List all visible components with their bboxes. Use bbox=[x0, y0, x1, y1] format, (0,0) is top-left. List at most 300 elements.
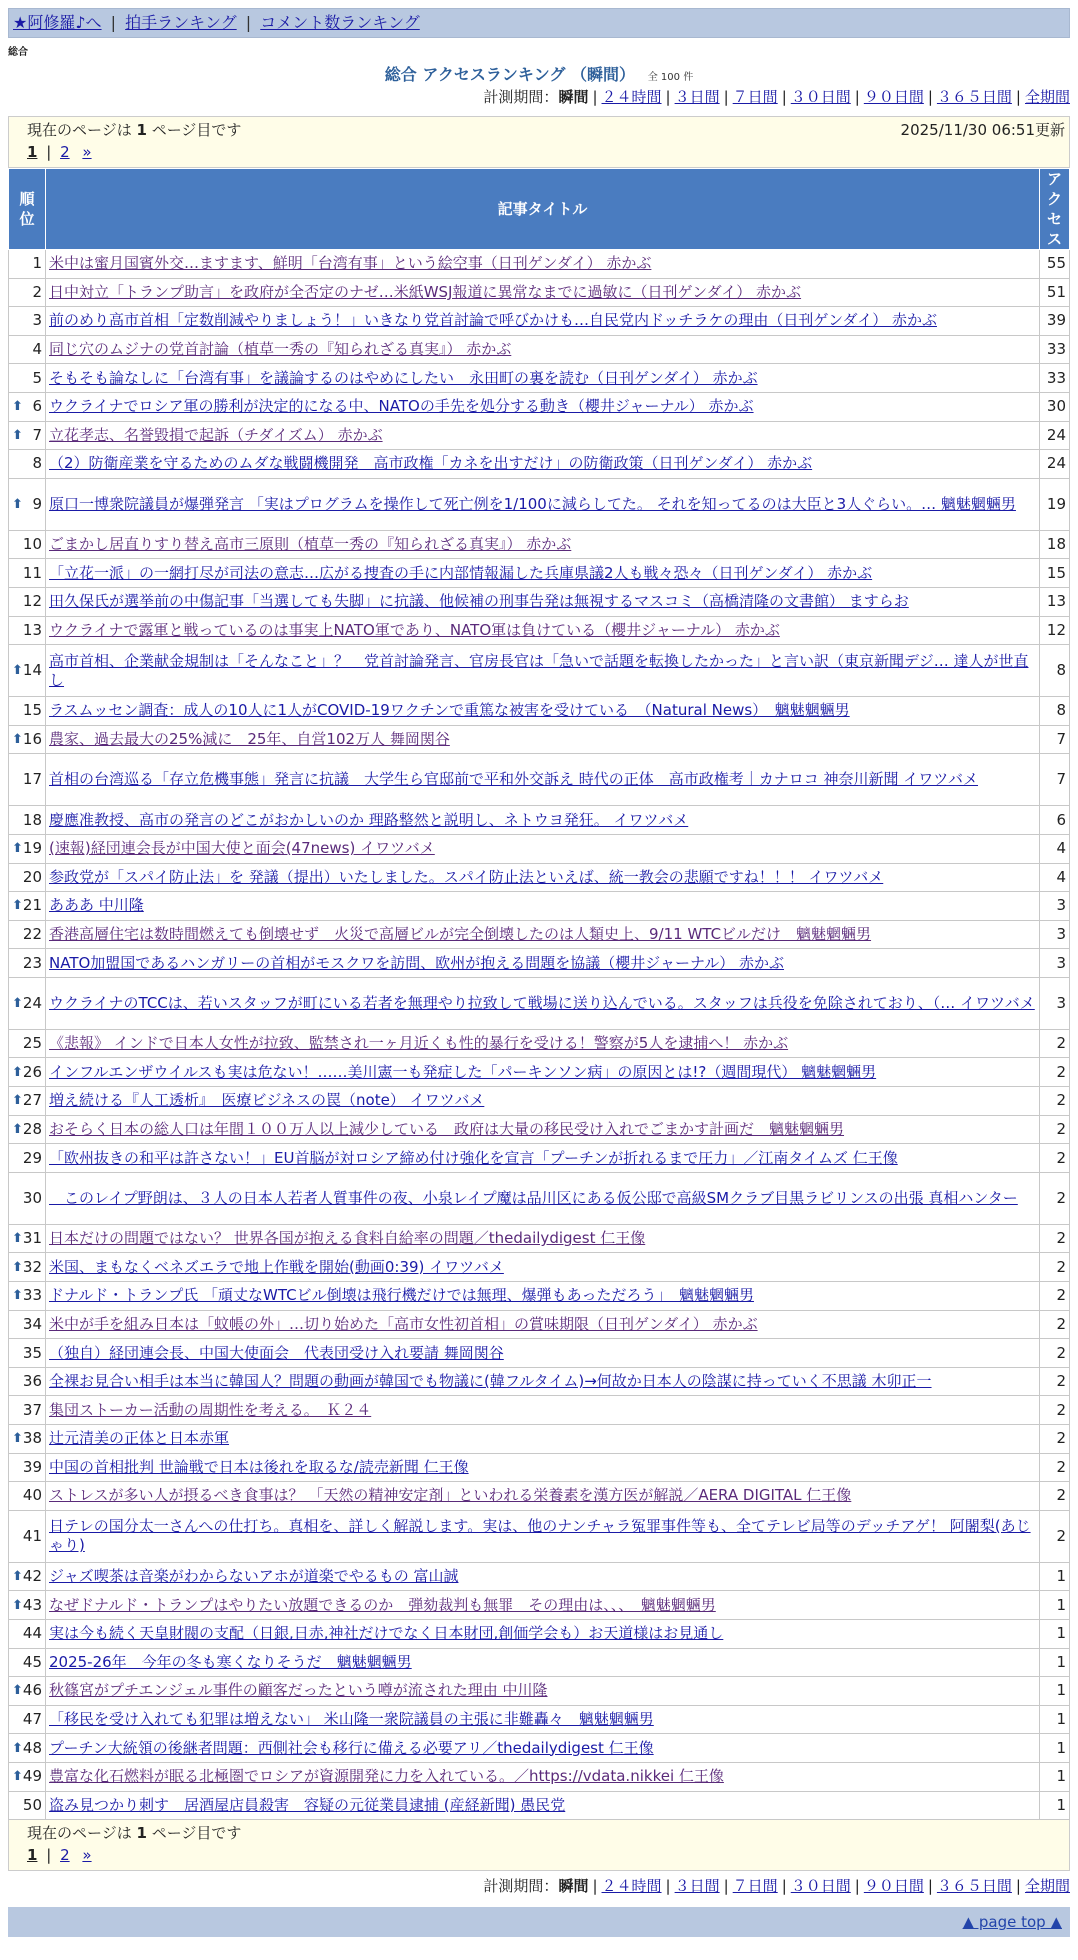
title-cell bbox=[46, 977, 1040, 1029]
title-cell bbox=[46, 949, 1040, 978]
title-cell bbox=[46, 806, 1040, 835]
rank-number: 2 bbox=[32, 282, 42, 301]
access-count: 6 bbox=[1040, 806, 1070, 835]
period-link[interactable]: ３日間 bbox=[674, 1877, 720, 1896]
rank-number: 43 bbox=[22, 1595, 42, 1614]
article-link[interactable]: このレイプ野朗は、３人の日本人若者人質事件の夜、小泉レイプ魔は品川区にある仮公邸で高級SMクラブ目黒ラビリンスの出張 真相ハンター bbox=[49, 1188, 1018, 1207]
article-link[interactable]: ドナルド・トランプ氏 「頑丈なWTCビル倒壊は飛行機だけでは無理、爆弾もあっただろう」 魑魅魍魎男 bbox=[49, 1286, 754, 1305]
home-link[interactable]: ★阿修羅♪へ bbox=[13, 13, 102, 32]
up-arrow-icon: ⬆ bbox=[12, 1259, 23, 1275]
article-link[interactable]: ウクライナでロシア軍の勝利が決定的になる中、NATOの手先を処分する動き（櫻井ジャーナル） 赤かぶ bbox=[49, 397, 754, 416]
access-count: 2 bbox=[1040, 1425, 1070, 1454]
page-link-current[interactable]: 1 bbox=[27, 143, 38, 161]
article-link[interactable]: あああ 中川隆 bbox=[49, 896, 144, 915]
title-cell bbox=[46, 1619, 1040, 1648]
article-link[interactable]: 「移民を受け入れても犯罪は増えない」 米山隆一衆院議員の主張に非難轟々 魑魅魍魎男 bbox=[49, 1710, 654, 1729]
rank-cell bbox=[9, 392, 46, 421]
rank-cell bbox=[9, 1648, 46, 1677]
title-cell bbox=[46, 1172, 1040, 1224]
access-count: 15 bbox=[1040, 559, 1070, 588]
table-row bbox=[9, 1648, 1070, 1677]
title-cell bbox=[46, 725, 1040, 754]
title-cell bbox=[46, 645, 1040, 697]
period-separator: | bbox=[781, 88, 787, 106]
rank-number: 8 bbox=[32, 454, 42, 473]
article-link[interactable]: 辻元清美の正体と日本赤軍 bbox=[49, 1429, 230, 1448]
rank-cell bbox=[9, 1224, 46, 1253]
article-link[interactable]: 日中対立「トランプ助言」を政府が全否定のナゼ…米紙WSJ報道に異常なまでに過敏に（日刊ゲンダイ） 赤かぶ bbox=[49, 282, 802, 301]
period-current: 瞬間 bbox=[558, 1877, 589, 1896]
table-row bbox=[9, 645, 1070, 697]
rank-number: 24 bbox=[22, 993, 42, 1012]
period-link[interactable]: ３６５日間 bbox=[936, 88, 1012, 106]
updated-time: 2025/11/30 06:51更新 bbox=[900, 121, 1065, 139]
table-row bbox=[9, 1396, 1070, 1425]
rank-number: 22 bbox=[22, 924, 42, 943]
access-count: 1 bbox=[1040, 1562, 1070, 1591]
ranking-box-bottom bbox=[8, 1820, 1070, 1871]
rank-cell bbox=[9, 335, 46, 364]
rank-number: 27 bbox=[22, 1091, 42, 1110]
up-arrow-icon: ⬆ bbox=[12, 1769, 23, 1785]
up-arrow-icon: ⬆ bbox=[12, 1231, 23, 1247]
table-row bbox=[9, 1677, 1070, 1706]
page-link-2[interactable]: 2 bbox=[60, 1846, 70, 1865]
rank-cell bbox=[9, 1172, 46, 1224]
access-count: 4 bbox=[1040, 834, 1070, 863]
article-link[interactable]: 豊富な化石燃料が眠る北極圏でロシアが資源開発に力を入れている。／https://vdata.nikkei 仁王像 bbox=[49, 1767, 724, 1786]
title-cell bbox=[46, 754, 1040, 806]
title-cell bbox=[46, 1144, 1040, 1173]
page-link-current[interactable]: 1 bbox=[27, 1846, 38, 1865]
rank-number: 13 bbox=[22, 620, 42, 639]
article-link[interactable]: ウクライナのTCCは、若いスタッフが町にいる若者を無理やり拉致して戦場に送り込んでいる。スタッフは兵役を免除されており、（… イワツバメ bbox=[49, 993, 1035, 1012]
table-row bbox=[9, 392, 1070, 421]
table-row bbox=[9, 1482, 1070, 1511]
access-count: 1 bbox=[1040, 1648, 1070, 1677]
rank-number: 41 bbox=[22, 1526, 42, 1545]
article-link[interactable]: 農家、過去最大の25%減に 25年、自営102万人 舞岡関谷 bbox=[49, 730, 450, 749]
article-link[interactable]: ラスムッセン調査：成人の10人に1人がCOVID-19ワクチンで重篤な被害を受けている （Natural News） 魑魅魍魎男 bbox=[49, 701, 850, 720]
rank-cell bbox=[9, 754, 46, 806]
title-cell bbox=[46, 1339, 1040, 1368]
access-count: 2 bbox=[1040, 1396, 1070, 1425]
rank-number: 16 bbox=[22, 730, 42, 749]
period-link[interactable]: ２４時間 bbox=[601, 88, 662, 106]
access-count: 2 bbox=[1040, 1172, 1070, 1224]
title-cell bbox=[46, 1282, 1040, 1311]
up-arrow-icon: ⬆ bbox=[12, 1683, 23, 1699]
article-link[interactable]: (速報)経団連会長が中国大使と面会(47news) イワツバメ bbox=[49, 839, 435, 858]
period-link[interactable]: ９０日間 bbox=[863, 1877, 924, 1896]
rank-number: 39 bbox=[22, 1457, 42, 1476]
table-row bbox=[9, 1144, 1070, 1173]
pager-top bbox=[27, 141, 1065, 163]
article-link[interactable]: 米国、まもなくベネズエラで地上作戦を開始(動画0:39) イワツバメ bbox=[49, 1257, 504, 1276]
article-link[interactable]: 立花孝志、名誉毀損で起訴（チダイズム） 赤かぶ bbox=[49, 425, 383, 444]
access-count: 2 bbox=[1040, 1115, 1070, 1144]
article-link[interactable]: 慶應准教授、高市の発言のどこがおかしいのか 理路整然と説明し、ネトウヨ発狂。 イワツバメ bbox=[49, 810, 689, 829]
access-count: 2 bbox=[1040, 1087, 1070, 1116]
table-header-row bbox=[9, 169, 1070, 250]
article-link[interactable]: 高市首相、企業献金規制は「そんなこと」？ 党首討論発言、官房長官は「急いで話題を転換したかった」と言い訳（東京新聞デジ… 達人が世直し bbox=[49, 651, 1029, 689]
access-count: 1 bbox=[1040, 1619, 1070, 1648]
article-link[interactable]: そもそも論なしに「台湾有事」を議論するのはやめにしたい 永田町の裏を読む（日刊ゲンダイ） 赤かぶ bbox=[49, 368, 758, 387]
page-title: 総合 アクセスランキング （瞬間） bbox=[384, 65, 635, 84]
table-row bbox=[9, 1087, 1070, 1116]
total-count: 全 100 件 bbox=[647, 72, 694, 83]
rank-number: 10 bbox=[22, 535, 42, 554]
header-access: アクセス bbox=[1040, 169, 1070, 250]
rank-cell bbox=[9, 587, 46, 616]
footer-bar bbox=[8, 1907, 1070, 1937]
rank-cell bbox=[9, 1339, 46, 1368]
page-link-next[interactable]: » bbox=[82, 1846, 92, 1865]
rank-cell bbox=[9, 364, 46, 393]
access-count: 39 bbox=[1040, 307, 1070, 336]
article-link[interactable]: プーチン大統領の後継者問題：西側社会も移行に備える必要アリ／thedailydigest 仁王像 bbox=[49, 1738, 654, 1757]
table-row bbox=[9, 1791, 1070, 1820]
article-link[interactable]: ジャズ喫茶は音楽がわからないアホが道楽でやるもの 富山誠 bbox=[49, 1567, 459, 1586]
nav-separator: | bbox=[110, 13, 117, 32]
clap-ranking-link[interactable]: 拍手ランキング bbox=[125, 13, 237, 32]
title-cell bbox=[46, 450, 1040, 479]
ranking-box bbox=[8, 116, 1070, 168]
title-cell bbox=[46, 1705, 1040, 1734]
article-link[interactable]: 参政党が「スパイ防止法」を 発議（提出）いたしました。スパイ防止法といえば、統一教会の悲願ですね！！！ イワツバメ bbox=[49, 867, 884, 886]
period-separator: | bbox=[1015, 1877, 1021, 1896]
rank-number: 50 bbox=[22, 1795, 42, 1814]
header-title: 記事タイトル bbox=[46, 169, 1040, 250]
title-cell bbox=[46, 920, 1040, 949]
period-link[interactable]: ９０日間 bbox=[863, 88, 924, 106]
rank-number: 11 bbox=[22, 563, 42, 582]
table-row bbox=[9, 421, 1070, 450]
table-row bbox=[9, 834, 1070, 863]
title-cell bbox=[46, 1791, 1040, 1820]
title-cell bbox=[46, 335, 1040, 364]
article-link[interactable]: 米中は蜜月国賓外交…ますます、鮮明「台湾有事」という絵空事（日刊ゲンダイ） 赤かぶ bbox=[49, 254, 652, 273]
rank-number: 25 bbox=[22, 1034, 42, 1053]
page-info bbox=[27, 119, 1065, 141]
article-link[interactable]: 2025-26年 今年の冬も寒くなりそうだ 魑魅魍魎男 bbox=[49, 1652, 412, 1671]
rank-number: 12 bbox=[22, 592, 42, 611]
article-link[interactable]: インフルエンザウイルスも実は危ない！……美川憲一も発症した「パーキンソン病」の原因とは!?（週間現代） 魑魅魍魎男 bbox=[49, 1062, 877, 1081]
period-link[interactable]: ３日間 bbox=[674, 88, 720, 106]
rank-number: 37 bbox=[22, 1400, 42, 1419]
article-link[interactable]: おそらく日本の総人口は年間１００万人以上減少している 政府は大量の移民受け入れでごまかす計画だ 魑魅魍魎男 bbox=[49, 1119, 845, 1138]
rank-cell bbox=[9, 977, 46, 1029]
rank-cell bbox=[9, 278, 46, 307]
title-cell bbox=[46, 1310, 1040, 1339]
rank-number: 17 bbox=[22, 770, 42, 789]
table-row bbox=[9, 1224, 1070, 1253]
period-label: 計測期間： bbox=[483, 1877, 559, 1896]
table-row bbox=[9, 335, 1070, 364]
article-link[interactable]: なぜドナルド・トランプはやりたい放題できるのか 弾劾裁判も無罪 その理由は、、、 魑魅魍魎男 bbox=[49, 1595, 716, 1614]
article-link[interactable]: ストレスが多い人が摂るべき食事は？ 「天然の精神安定剤」といわれる栄養素を漢方医が解説／AERA DIGITAL 仁王像 bbox=[49, 1486, 852, 1505]
article-link[interactable]: NATO加盟国であるハンガリーの首相がモスクワを訪問、欧州が抱える問題を協議（櫻井ジャーナル） 赤かぶ bbox=[49, 953, 785, 972]
up-arrow-icon: ⬆ bbox=[12, 663, 23, 679]
period-separator: | bbox=[592, 88, 598, 106]
rank-number: 14 bbox=[22, 661, 42, 680]
access-count: 1 bbox=[1040, 1762, 1070, 1791]
rank-cell bbox=[9, 1482, 46, 1511]
period-separator: | bbox=[665, 1877, 671, 1896]
page-link-2[interactable]: 2 bbox=[60, 143, 70, 161]
table-row bbox=[9, 1115, 1070, 1144]
title-cell bbox=[46, 1762, 1040, 1791]
article-link[interactable]: （2）防衛産業を守るためのムダな戦闘機開発 高市政権「カネを出すだけ」の防衛政策（日刊ゲンダイ） 赤かぶ bbox=[49, 454, 813, 473]
access-count: 4 bbox=[1040, 863, 1070, 892]
title-cell bbox=[46, 1029, 1040, 1058]
period-separator: | bbox=[854, 1877, 860, 1896]
access-count: 24 bbox=[1040, 421, 1070, 450]
table-row bbox=[9, 754, 1070, 806]
up-arrow-icon: ⬆ bbox=[12, 1740, 23, 1756]
access-count: 2 bbox=[1040, 1453, 1070, 1482]
rank-cell bbox=[9, 1144, 46, 1173]
period-separator: | bbox=[592, 1877, 598, 1896]
article-link[interactable]: 実は今も続く天皇財閥の支配（日銀,日赤,神社だけでなく日本財団,創価学会も）お天道様はお見通し bbox=[49, 1624, 724, 1643]
title-cell bbox=[46, 392, 1040, 421]
rank-cell bbox=[9, 1677, 46, 1706]
access-count: 7 bbox=[1040, 725, 1070, 754]
period-separator: | bbox=[927, 1877, 933, 1896]
period-link[interactable]: ７日間 bbox=[732, 88, 778, 106]
rank-cell bbox=[9, 863, 46, 892]
article-link[interactable]: ごまかし居直りすり替え高市三原則（植草一秀の『知られざる真実』） 赤かぶ bbox=[49, 535, 572, 554]
rank-cell bbox=[9, 1058, 46, 1087]
article-link[interactable]: ウクライナで露軍と戦っているのは事実上NATO軍であり、NATO軍は負けている（櫻井ジャーナル） 赤かぶ bbox=[49, 620, 780, 639]
table-row bbox=[9, 863, 1070, 892]
rank-cell bbox=[9, 1029, 46, 1058]
title-cell bbox=[46, 1058, 1040, 1087]
rank-cell bbox=[9, 1425, 46, 1454]
page-text-post: ページ目です bbox=[146, 121, 242, 139]
rank-number: 32 bbox=[22, 1257, 42, 1276]
title-cell bbox=[46, 1425, 1040, 1454]
rank-cell bbox=[9, 1619, 46, 1648]
article-link[interactable]: 《悲報》 インドで日本人女性が拉致、監禁され一ヶ月近くも性的暴行を受ける！警察が5人を逮捕へ！ 赤かぶ bbox=[49, 1034, 789, 1053]
rank-cell bbox=[9, 530, 46, 559]
table-row bbox=[9, 1172, 1070, 1224]
up-arrow-icon: ⬆ bbox=[12, 427, 23, 443]
article-link[interactable]: 盗み見つかり刺す 居酒屋店員殺害 容疑の元従業員逮捕 (産経新聞) 愚民党 bbox=[49, 1795, 566, 1814]
title-cell bbox=[46, 364, 1040, 393]
title-cell bbox=[46, 530, 1040, 559]
title-cell bbox=[46, 1510, 1040, 1562]
access-count: 1 bbox=[1040, 1791, 1070, 1820]
ranking-table bbox=[8, 168, 1070, 1820]
access-count: 1 bbox=[1040, 1705, 1070, 1734]
rank-cell bbox=[9, 1591, 46, 1620]
up-arrow-icon: ⬆ bbox=[12, 1093, 23, 1109]
access-count: 18 bbox=[1040, 530, 1070, 559]
period-link[interactable]: 全期間 bbox=[1024, 88, 1070, 106]
rank-cell bbox=[9, 1087, 46, 1116]
access-count: 1 bbox=[1040, 1591, 1070, 1620]
rank-number: 30 bbox=[22, 1188, 42, 1207]
table-row bbox=[9, 1734, 1070, 1763]
title-cell bbox=[46, 1453, 1040, 1482]
period-link[interactable]: ７日間 bbox=[732, 1877, 778, 1896]
title-cell bbox=[46, 250, 1040, 279]
rank-number: 18 bbox=[22, 810, 42, 829]
up-arrow-icon: ⬆ bbox=[12, 1569, 23, 1585]
title-cell bbox=[46, 1224, 1040, 1253]
up-arrow-icon: ⬆ bbox=[12, 399, 23, 415]
up-arrow-icon: ⬆ bbox=[12, 1121, 23, 1137]
rank-number: 47 bbox=[22, 1710, 42, 1729]
title-cell bbox=[46, 1367, 1040, 1396]
current-page-text bbox=[27, 1822, 241, 1844]
article-link[interactable]: 秋篠宮がプチエンジェル事件の顧客だったという噂が流された理由 中川隆 bbox=[49, 1681, 548, 1700]
access-count: 2 bbox=[1040, 1482, 1070, 1511]
access-count: 2 bbox=[1040, 1339, 1070, 1368]
table-row bbox=[9, 364, 1070, 393]
period-link[interactable]: ２４時間 bbox=[601, 1877, 662, 1896]
title-cell bbox=[46, 1677, 1040, 1706]
table-row bbox=[9, 697, 1070, 726]
title-cell bbox=[46, 697, 1040, 726]
pager-separator: | bbox=[46, 1846, 52, 1865]
up-arrow-icon: ⬆ bbox=[12, 1288, 23, 1304]
article-link[interactable]: 米中が手を組み日本は「蚊帳の外」…切り始めた「高市女性初首相」の賞味期限（日刊ゲンダイ） 赤かぶ bbox=[49, 1314, 758, 1333]
period-link[interactable]: ３６５日間 bbox=[936, 1877, 1012, 1896]
top-nav bbox=[8, 8, 1070, 38]
pager-bottom bbox=[27, 1844, 1065, 1866]
title-cell bbox=[46, 616, 1040, 645]
table-row bbox=[9, 892, 1070, 921]
category-label: 総合 bbox=[8, 47, 28, 58]
rank-cell bbox=[9, 697, 46, 726]
table-row bbox=[9, 530, 1070, 559]
title-cell bbox=[46, 478, 1040, 530]
access-count: 19 bbox=[1040, 478, 1070, 530]
table-row bbox=[9, 307, 1070, 336]
up-arrow-icon: ⬆ bbox=[12, 1431, 23, 1447]
access-count: 2 bbox=[1040, 1310, 1070, 1339]
rank-number: 36 bbox=[22, 1372, 42, 1391]
rank-cell bbox=[9, 421, 46, 450]
rank-number: 38 bbox=[22, 1429, 42, 1448]
article-link[interactable]: 「立花一派」の一網打尽が司法の意志…広がる捜査の手に内部情報漏した兵庫県議2人も戦々恐々（日刊ゲンダイ） 赤かぶ bbox=[49, 563, 873, 582]
access-count: 1 bbox=[1040, 1734, 1070, 1763]
comment-ranking-link[interactable]: コメント数ランキング bbox=[260, 13, 420, 32]
article-link[interactable]: 集団ストーカー活動の周期性を考える。 Ｋ２４ bbox=[49, 1400, 372, 1419]
period-label: 計測期間： bbox=[483, 88, 559, 106]
table-row bbox=[9, 559, 1070, 588]
table-row bbox=[9, 1425, 1070, 1454]
access-count: 2 bbox=[1040, 1282, 1070, 1311]
rank-number: 21 bbox=[22, 896, 42, 915]
article-link[interactable]: 前のめり高市首相「定数削減やりましょう！」いきなり党首討論で呼びかけも…自民党内ドッチラケの理由（日刊ゲンダイ） 赤かぶ bbox=[49, 311, 937, 330]
period-link[interactable]: ３０日間 bbox=[790, 88, 851, 106]
access-count: 2 bbox=[1040, 1029, 1070, 1058]
period-separator: | bbox=[723, 88, 729, 106]
article-link[interactable]: 日本だけの問題ではない？ 世界各国が抱える食料自給率の問題／thedailydigest 仁王像 bbox=[49, 1229, 646, 1248]
ranking-heading bbox=[8, 64, 1070, 86]
table-row bbox=[9, 725, 1070, 754]
period-separator: | bbox=[665, 88, 671, 106]
page-text-post: ページ目です bbox=[146, 1824, 242, 1843]
article-link[interactable]: 日テレの国分太一さんへの仕打ち。真相を、詳しく解説します。実は、他のナンチャラ冤罪事件等も、全てテレビ局等のデッチアゲ！ 阿闍梨(あじゃり) bbox=[49, 1517, 1031, 1555]
up-arrow-icon: ⬆ bbox=[12, 995, 23, 1011]
title-cell bbox=[46, 1396, 1040, 1425]
rank-cell bbox=[9, 450, 46, 479]
article-link[interactable]: 全裸お見合い相手は本当に韓国人？問題の動画が韓国でも物議に(韓フルタイム)→何故か日本人の陰謀に持っていく不思議 木卯正一 bbox=[49, 1372, 932, 1391]
nav-separator: | bbox=[245, 13, 252, 32]
period-link[interactable]: ３０日間 bbox=[790, 1877, 851, 1896]
page-top-link[interactable]: ▲ page top ▲ bbox=[962, 1913, 1062, 1932]
article-link[interactable]: 増え続ける『人工透析』 医療ビジネスの罠（note） イワツバメ bbox=[49, 1091, 485, 1110]
article-link[interactable]: （独自）経団連会長、中国大使面会 代表団受け入れ要請 舞岡関谷 bbox=[49, 1343, 504, 1362]
title-cell bbox=[46, 1087, 1040, 1116]
period-nav-top bbox=[8, 86, 1070, 108]
rank-number: 20 bbox=[22, 867, 42, 886]
rank-number: 42 bbox=[22, 1567, 42, 1586]
rank-cell bbox=[9, 616, 46, 645]
rank-number: 34 bbox=[22, 1314, 42, 1333]
article-link[interactable]: 中国の首相批判 世論戦で日本は後れを取るな/読売新聞 仁王像 bbox=[49, 1457, 469, 1476]
rank-number: 48 bbox=[22, 1738, 42, 1757]
table-row bbox=[9, 1562, 1070, 1591]
title-cell bbox=[46, 278, 1040, 307]
table-row bbox=[9, 1591, 1070, 1620]
rank-number: 6 bbox=[32, 397, 42, 416]
header-rank: 順位 bbox=[9, 169, 46, 250]
access-count: 1 bbox=[1040, 1677, 1070, 1706]
rank-cell bbox=[9, 949, 46, 978]
rank-number: 7 bbox=[32, 425, 42, 444]
rank-cell bbox=[9, 834, 46, 863]
page-link-next[interactable]: » bbox=[82, 143, 92, 161]
article-link[interactable]: 原口一博衆院議員が爆弾発言 「実はプログラムを操作して死亡例を1/100に減らしてた。 それを知ってるのは大臣と3人ぐらい。… 魑魅魍魎男 bbox=[49, 494, 1016, 513]
article-link[interactable]: 首相の台湾巡る「存立危機事態」発言に抗議 大学生ら官邸前で平和外交訴え 時代の正体 高市政権考｜カナロコ 神奈川新聞 イワツバメ bbox=[49, 770, 979, 789]
period-separator: | bbox=[854, 88, 860, 106]
access-count: 3 bbox=[1040, 920, 1070, 949]
period-separator: | bbox=[1015, 88, 1021, 106]
period-current: 瞬間 bbox=[558, 88, 589, 106]
table-row bbox=[9, 1058, 1070, 1087]
title-cell bbox=[46, 1115, 1040, 1144]
article-link[interactable]: 同じ穴のムジナの党首討論（植草一秀の『知られざる真実』） 赤かぶ bbox=[49, 340, 512, 359]
rank-cell bbox=[9, 1734, 46, 1763]
access-count: 55 bbox=[1040, 250, 1070, 279]
up-arrow-icon: ⬆ bbox=[12, 732, 23, 748]
rank-cell bbox=[9, 307, 46, 336]
rank-number: 35 bbox=[22, 1343, 42, 1362]
title-cell bbox=[46, 1734, 1040, 1763]
article-link[interactable]: 「欧州抜きの和平は許さない！」EU首脳が対ロシア締め付け強化を宣言「プーチンが折れるまで圧力」／江南タイムズ 仁王像 bbox=[49, 1148, 898, 1167]
rank-number: 1 bbox=[32, 254, 42, 273]
access-count: 8 bbox=[1040, 645, 1070, 697]
page-number: 1 bbox=[136, 1824, 147, 1843]
article-link[interactable]: 田久保氏が選挙前の中傷記事「当選しても失脚」に抗議、他候補の刑事告発は無視するマスコミ（高橋清隆の文書館） ますらお bbox=[49, 592, 909, 611]
article-link[interactable]: 香港高層住宅は数時間燃えても倒壊せず 火災で高層ビルが完全倒壊したのは人類史上、9/11 WTCビルだけ 魑魅魍魎男 bbox=[49, 924, 872, 943]
period-link[interactable]: 全期間 bbox=[1024, 1877, 1070, 1896]
rank-cell bbox=[9, 1310, 46, 1339]
access-count: 2 bbox=[1040, 1144, 1070, 1173]
table-row bbox=[9, 587, 1070, 616]
rank-cell bbox=[9, 892, 46, 921]
page-text-pre: 現在のページは bbox=[27, 121, 137, 139]
table-row bbox=[9, 977, 1070, 1029]
rank-cell bbox=[9, 725, 46, 754]
table-row bbox=[9, 616, 1070, 645]
title-cell bbox=[46, 863, 1040, 892]
